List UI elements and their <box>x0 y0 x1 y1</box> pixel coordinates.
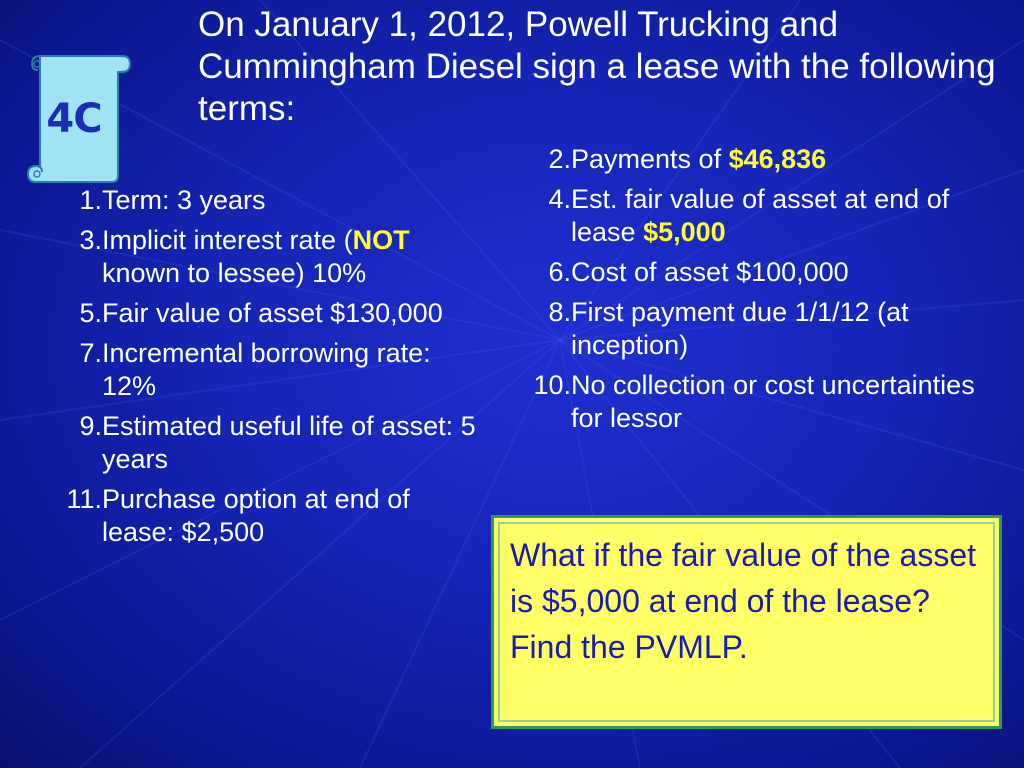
term-highlight: $5,000 <box>643 217 726 247</box>
term-number: 4. <box>548 184 571 214</box>
term-text: known to lessee) 10% <box>102 258 367 288</box>
term-number: 10. <box>533 370 571 400</box>
term-number: 2. <box>548 144 571 174</box>
term-text: Cost of asset $100,000 <box>571 257 849 287</box>
term-number: 3. <box>79 225 102 255</box>
question-callout-box <box>491 515 1002 729</box>
term-number: 6. <box>548 257 571 287</box>
lease-terms-left <box>46 184 476 556</box>
slide-title: On January 1, 2012, Powell Trucking and Cummingham Diesel sign a lease with the following terms: <box>198 5 996 128</box>
term-item <box>46 410 476 476</box>
term-text: Est. fair value of asset at end of lease <box>571 184 950 247</box>
term-text: Term: 3 years <box>102 185 266 215</box>
lease-terms-right <box>525 143 1005 442</box>
term-text: Implicit interest rate ( <box>102 225 353 255</box>
term-item <box>525 183 1005 249</box>
scroll-logo-label: 4C <box>46 96 102 142</box>
term-item <box>525 256 1005 289</box>
term-text: Payments of <box>571 144 729 174</box>
term-number: 8. <box>548 297 571 327</box>
term-item <box>525 369 1005 435</box>
term-number: 9. <box>79 411 102 441</box>
term-highlight: NOT <box>352 225 410 255</box>
term-item <box>46 184 476 217</box>
term-item <box>46 483 476 549</box>
term-item <box>46 297 476 330</box>
term-text: First payment due 1/1/12 (at inception) <box>571 297 909 360</box>
question-callout-text: What if the fair value of the asset is $5,000 at end of the lease? Find the PVMLP. <box>510 537 977 665</box>
term-number: 1. <box>79 185 102 215</box>
term-highlight: $46,836 <box>728 144 827 174</box>
term-item <box>46 337 476 403</box>
term-text: Estimated useful life of asset: 5 years <box>102 411 476 474</box>
term-item <box>525 296 1005 362</box>
term-number: 11. <box>66 484 102 514</box>
term-text: Purchase option at end of lease: $2,500 <box>102 484 410 547</box>
term-text: Fair value of asset $130,000 <box>102 298 443 328</box>
term-item <box>525 143 1005 176</box>
term-number: 7. <box>79 338 102 368</box>
term-text: Incremental borrowing rate: 12% <box>102 338 431 401</box>
term-text: No collection or cost uncertainties for lessor <box>571 370 975 433</box>
term-number: 5. <box>79 298 102 328</box>
term-item <box>46 224 476 290</box>
